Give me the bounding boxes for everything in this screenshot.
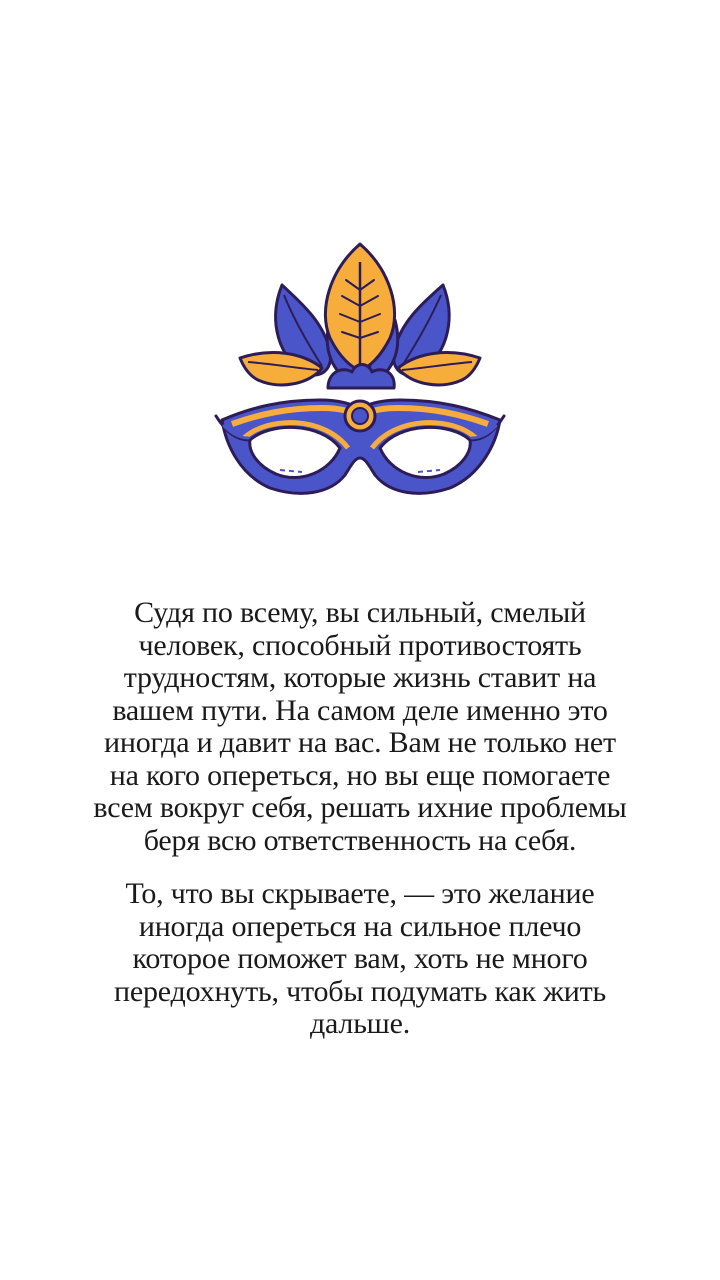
paragraph-line: дальше. [309, 1007, 410, 1040]
description-paragraph-2 [40, 878, 680, 1041]
paragraph-line: беря всю ответственность на себя. [143, 823, 577, 857]
paragraph-line: иногда и давит на вас. Вам не только нет [104, 726, 616, 759]
paragraph-line: передохнуть, чтобы подумать как жить [114, 974, 606, 1008]
paragraph-line: на кого опереться, но вы еще помогаете [109, 758, 611, 792]
carnival-mask-icon [210, 240, 510, 505]
description-paragraph-1 [40, 597, 680, 857]
paragraph-line: иногда опереться на сильное плечо [138, 909, 582, 943]
paragraph-line: которое поможет вам, хоть не много [132, 942, 588, 975]
paragraph-line: То, что вы скрываете, — это желание [125, 877, 595, 910]
paragraph-line: человек, способный противостоять [138, 628, 582, 662]
carnival-mask-illustration [210, 240, 510, 505]
paragraph-line: всем вокруг себя, решать ихние проблемы [93, 791, 627, 824]
paragraph-line: Судя по всему, вы сильный, смелый [134, 596, 586, 629]
paragraph-line: трудностям, которые жизнь ставит на [123, 661, 597, 694]
paragraph-line: вашем пути. На самом деле именно это [112, 693, 608, 727]
